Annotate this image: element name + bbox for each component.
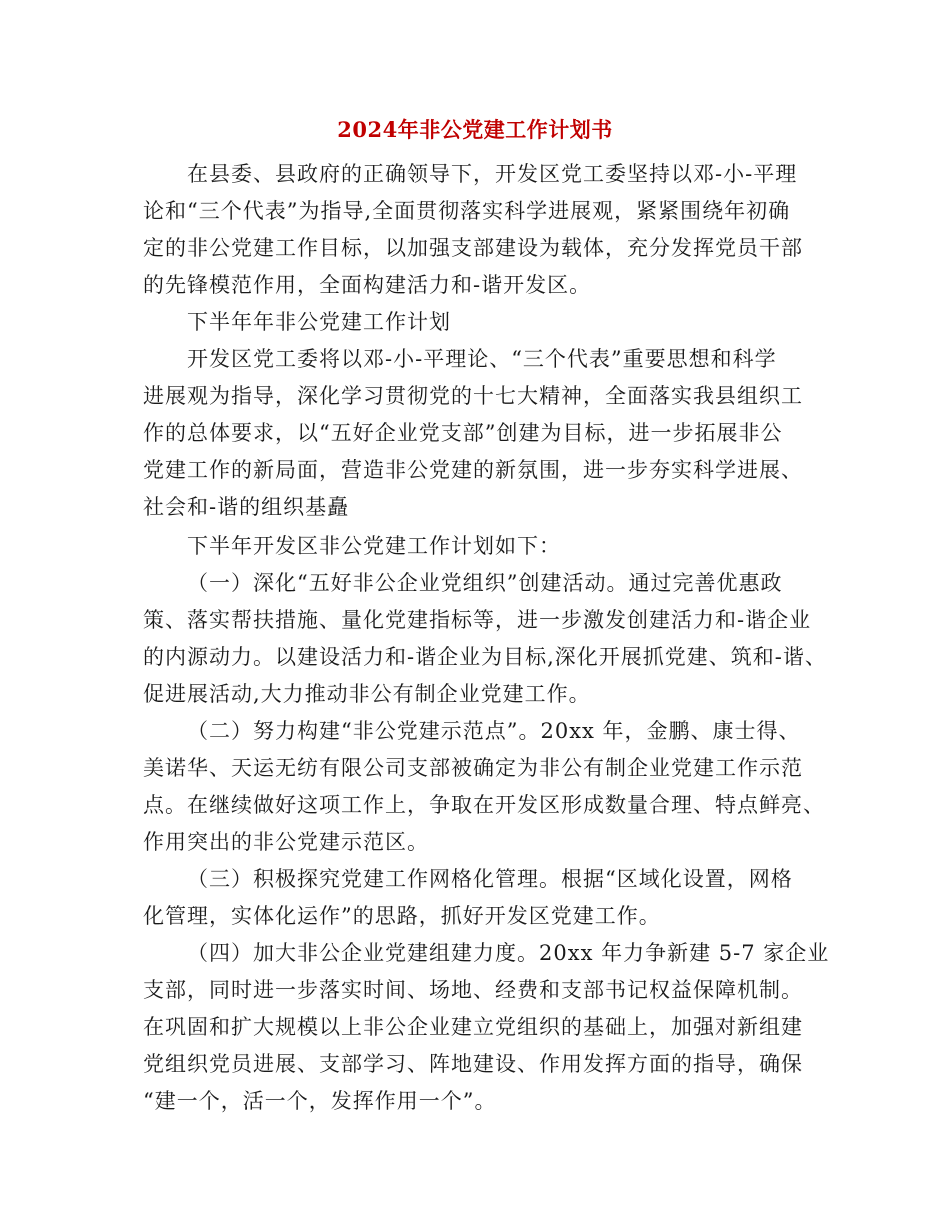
paragraph-2-line: 党建工作的新局面，营造非公党建的新氛围，进一步夯实科学进展、: [143, 458, 803, 482]
plan-item-1-line: 促进展活动,大力推动非公有制企业党建工作。: [143, 682, 591, 706]
plan-item-4-line: （四）加大非公企业党建组建力度。20xx 年力争新建 5-7 家企业: [187, 941, 830, 965]
plan-item-4-line: 党组织党员进展、支部学习、阵地建设、作用发挥方面的指导，确保: [143, 1052, 803, 1076]
paragraph-1-line: 的先锋模范作用，全面构建活力和-谐开发区。: [143, 273, 592, 297]
plan-item-4-line: “建一个，活一个，发挥作用一个”。: [143, 1089, 497, 1113]
paragraph-1-line: 定的非公党建工作目标，以加强支部建设为载体，充分发挥党员干部: [143, 236, 803, 260]
plan-item-2-line: 作用突出的非公党建示范区。: [143, 830, 429, 854]
plan-item-4-line: 在巩固和扩大规模以上非公企业建立党组织的基础上，加强对新组建: [143, 1015, 803, 1039]
plan-item-2-line: 美诺华、天运无纺有限公司支部被确定为非公有制企业党建工作示范: [143, 756, 803, 780]
plan-item-2-line: 点。在继续做好这项工作上，争取在开发区形成数量合理、特点鲜亮、: [143, 793, 825, 817]
plan-item-1-line: 策、落实帮扶措施、量化党建指标等，进一步激发创建活力和-谐企业: [143, 608, 812, 632]
plan-item-3-line: 化管理，实体化运作”的思路，抓好开发区党建工作。: [143, 904, 661, 928]
paragraph-1-line: 在县委、县政府的正确领导下，开发区党工委坚持以邓-小-平理: [187, 162, 798, 186]
plan-intro: 下半年开发区非公党建工作计划如下：: [187, 534, 561, 558]
paragraph-2-line: 进展观为指导，深化学习贯彻党的十七大精神，全面落实我县组织工: [143, 384, 803, 408]
paragraph-2-line: 开发区党工委将以邓-小-平理论、“三个代表”重要思想和科学: [187, 347, 777, 371]
plan-item-2-line: （二）努力构建“非公党建示范点”。20xx 年，金鹏、康士得、: [187, 719, 801, 743]
plan-item-1-line: 的内源动力。以建设活力和-谐企业为目标,深化开展抓党建、筑和-谐、: [143, 645, 827, 669]
plan-item-4-line: 支部，同时进一步落实时间、场地、经费和支部书记权益保障机制。: [143, 978, 803, 1002]
section-heading: 下半年年非公党建工作计划: [187, 310, 451, 334]
document-title: 2024年非公党建工作计划书: [337, 117, 613, 142]
plan-item-1-line: （一）深化“五好非公企业党组织”创建活动。通过完善优惠政: [187, 571, 783, 595]
paragraph-2-line: 作的总体要求，以“五好企业党支部”创建为目标，进一步拓展非公: [143, 421, 783, 445]
paragraph-2-line: 社会和-谐的组织基矗: [143, 495, 350, 519]
plan-item-3-line: （三）积极探究党建工作网格化管理。根据“区域化设置，网格: [187, 867, 793, 891]
paragraph-1-line: 论和“三个代表”为指导,全面贯彻落实科学进展观，紧紧围绕年初确: [143, 199, 791, 223]
